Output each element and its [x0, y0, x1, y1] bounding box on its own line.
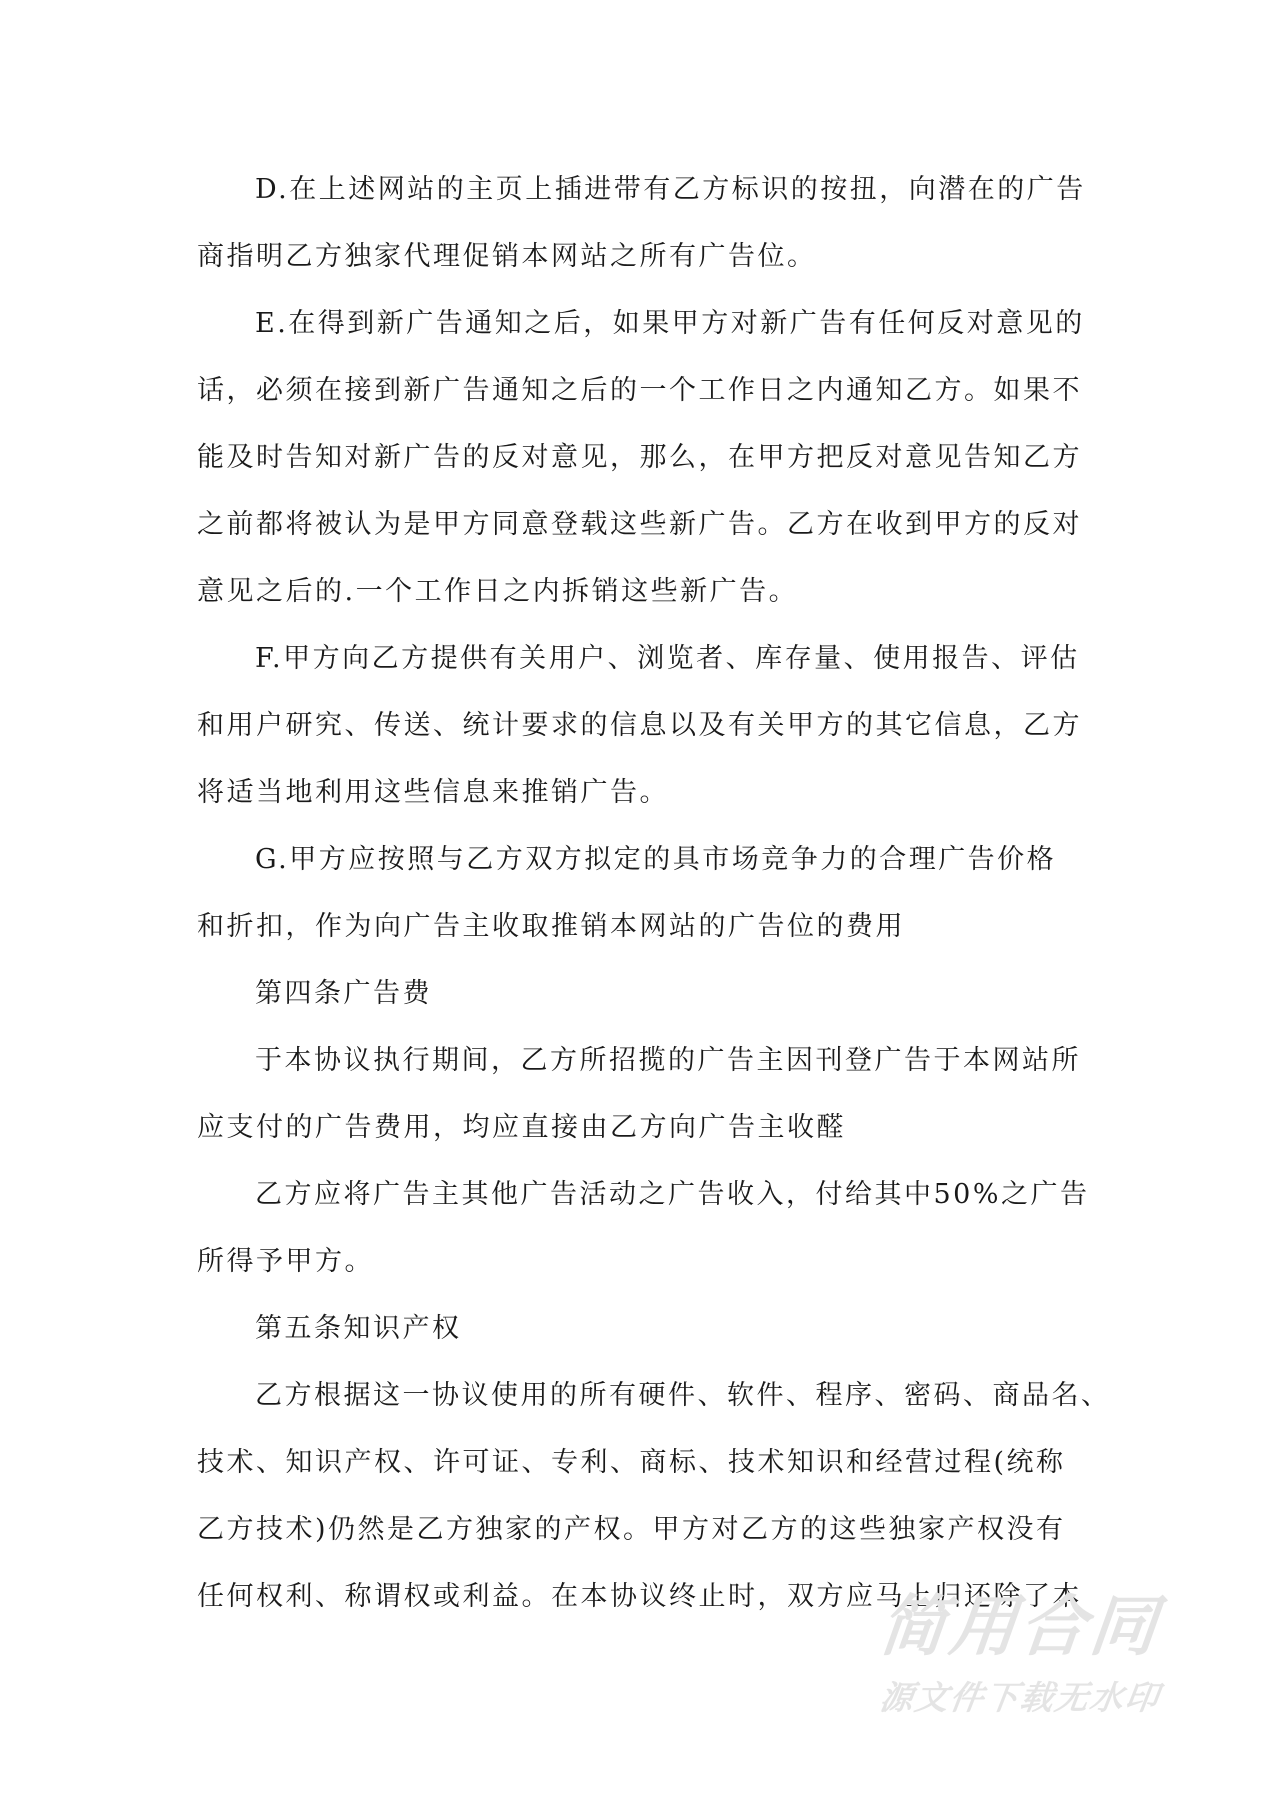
paragraph-d-line-1: D.在上述网站的主页上插进带有乙方标识的按扭，向潜在的广告 [255, 174, 1086, 205]
article-4-paragraph-1-line-2: 应支付的广告费用，均应直接由乙方向广告主收醛 [197, 1112, 846, 1143]
paragraph-e-line-2: 话，必须在接到新广告通知之后的一个工作日之内通知乙方。如果不 [197, 375, 1082, 406]
article-4-paragraph-1-line-1: 于本协议执行期间，乙方所招揽的广告主因刊登广告于本网站所 [255, 1045, 1081, 1076]
paragraph-e-line-4: 之前都将被认为是甲方同意登载这些新广告。乙方在收到甲方的反对 [197, 509, 1082, 540]
article-4-paragraph-2-line-1: 乙方应将广告主其他广告活动之广告收入，付给其中50%之广告 [255, 1179, 1090, 1210]
watermark-subtitle: 源文件下载无水印 [877, 1678, 1163, 1717]
paragraph-g-line-1: G.甲方应按照与乙方双方拟定的具市场竞争力的合理广告价格 [255, 844, 1057, 875]
paragraph-e-line-1: E.在得到新广告通知之后，如果甲方对新广告有任何反对意见的 [255, 308, 1085, 339]
paragraph-d-line-2: 商指明乙方独家代理促销本网站之所有广告位。 [197, 241, 817, 272]
paragraph-e-line-5: 意见之后的.一个工作日之内拆销这些新广告。 [197, 576, 799, 607]
article-5-paragraph-line-3: 乙方技术)仍然是乙方独家的产权。甲方对乙方的这些独家产权没有 [197, 1514, 1066, 1545]
watermark-title: 简用合同 [876, 1588, 1165, 1665]
document-page [197, 156, 1111, 1630]
paragraph-f-line-1: F.甲方向乙方提供有关用户、浏览者、库存量、使用报告、评估 [255, 643, 1080, 674]
article-5-paragraph-line-4: 任何权利、称谓权或利益。在本协议终止时，双方应马上归还除了本 [197, 1581, 1082, 1612]
paragraph-f-line-2: 和用户研究、传送、统计要求的信息以及有关甲方的其它信息，乙方 [197, 710, 1082, 741]
paragraph-g-line-2: 和折扣，作为向广告主收取推销本网站的广告位的费用 [197, 911, 905, 942]
article-5-paragraph-line-1: 乙方根据这一协议使用的所有硬件、软件、程序、密码、商品名、 [255, 1380, 1111, 1411]
article-4-paragraph-2-line-2: 所得予甲方。 [197, 1246, 374, 1277]
article-5-paragraph-line-2: 技术、知识产权、许可证、专利、商标、技术知识和经营过程(统称 [197, 1447, 1066, 1478]
paragraph-f-line-3: 将适当地利用这些信息来推销广告。 [197, 777, 669, 808]
paragraph-e-line-3: 能及时告知对新广告的反对意见，那么，在甲方把反对意见告知乙方 [197, 442, 1082, 473]
section-heading-article-4: 第四条广告费 [255, 978, 432, 1009]
section-heading-article-5: 第五条知识产权 [255, 1313, 462, 1344]
